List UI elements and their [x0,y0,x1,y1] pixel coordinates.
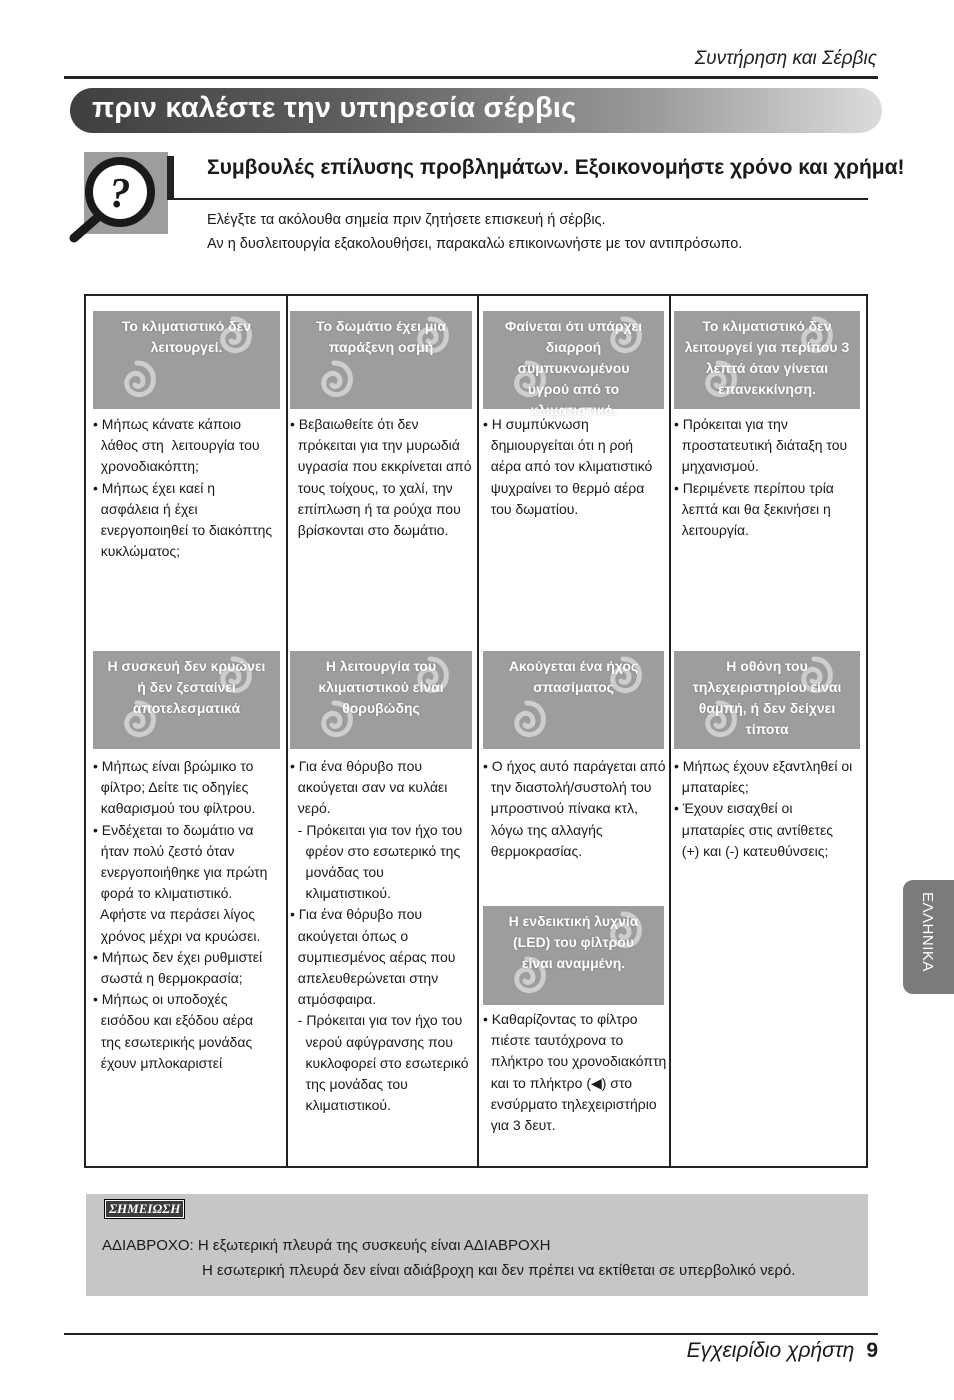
cell-body-line: νερού αφύγρανσης που [290,1033,453,1050]
cell-heading [290,311,472,409]
cell-body-line: σωστά η θερμοκρασία; [93,970,243,987]
cell-heading [290,651,472,749]
cell-body-line: • Ο ήχος αυτό παράγεται από [483,758,666,774]
cell-heading-line: είναι αναμμένη. [521,955,626,971]
cell-body-line: ακούγεται σαν να κυλάει [290,779,448,796]
cell-body-line: την διαστολή/συστολή του [483,779,652,796]
cell-body-line: πλήκτρο του χρονοδιακόπτη [483,1053,667,1070]
cell-heading-line: σπασίματος [533,679,614,695]
cell-body-line: ατμόσφαιρα. [290,991,377,1008]
cell-body-line: ήταν πολύ ζεστό όταν [93,842,235,859]
cell-body [483,1009,666,1136]
cell-body-line: επίπλωση ή τα ρούχα που [290,500,461,517]
cell-body-line: κυκλώματος; [93,543,181,560]
trouble-cell [290,311,472,539]
cell-body [290,414,472,541]
cell-body-line: θερμοκρασίας. [483,842,583,859]
cell-body-line: • Μήπως οι υποδοχές [93,991,228,1008]
cell-body-line: • Ενδέχεται το δωμάτιο να [93,821,254,838]
bottom-rule [64,1333,878,1335]
cell-body-line: καθαρισμού του φίλτρου. [93,800,256,817]
cell-body-line: • Μήπως δεν έχει ρυθμιστεί [93,948,263,965]
cell-body-line: μπαταρίες στις αντίθετες [674,821,833,838]
cell-heading-line: Το κλιματιστικό δεν [702,318,832,334]
page-title-bar [70,88,882,133]
cell-body-line: υγρασία που εκκρίνεται από [290,458,472,475]
cell-body-line: ακούγεται όπως ο [290,927,409,944]
cell-heading-line: ή δεν ζεσταίνει [137,679,236,695]
cell-heading-line: τηλεχειριστηρίου είναι [692,679,842,695]
cell-body-line: λεπτά και θα ξεκινήσει η [674,500,831,517]
cell-heading-line: λεπτά όταν γίνεται [705,360,829,376]
cell-body-line: • Περιμένετε περίπου τρία [674,479,834,496]
cell-heading-line: Η λειτουργία του [325,658,437,674]
column-divider [669,296,671,1166]
cell-body-line: της μονάδας του [290,1076,408,1093]
cell-heading [93,651,280,749]
cell-heading [483,651,664,749]
cell-heading-line: Το δωμάτιο έχει μια [316,318,446,334]
cell-heading-line: παράξενη οσμή [328,339,434,355]
cell-heading-line: λειτουργεί. [150,339,223,355]
note-badge: ΣΗΜΕΙΩΣΗ [104,1199,185,1219]
column-divider [286,296,288,1166]
cell-body-line: κλιματιστικού. [290,885,391,902]
cell-heading-line: αποτελεσματικά [132,700,241,716]
footer-label: Εγχειρίδιο χρήστη [686,1339,855,1362]
language-label: ΕΛΛΗΝΙΚΑ [919,892,936,972]
cell-heading-line: Το κλιματιστικό δεν [121,318,252,334]
cell-body-line: ασφάλεια ή έχει [93,500,198,517]
cell-heading-line: θορυβώδης [342,700,420,716]
cell-body [674,756,852,862]
tips-line: Ελέγξτε τα ακόλουθα σημεία πριν ζητήσετε επισκευή ή σέρβις. [207,212,606,228]
cell-body-line: λόγω της αλλαγής [483,821,603,838]
trouble-cell [483,651,666,859]
cell-body-line: - Πρόκειται για τον ήχο του [290,1012,463,1029]
cell-body-line: φίλτρο; Δείτε τις οδηγίες [93,779,249,796]
cell-heading [674,651,860,749]
cell-heading [483,906,664,1005]
cell-body [483,756,666,862]
cell-body-line: αέρα από τον κλιματιστικό [483,458,653,475]
cell-body-line: • Βεβαιωθείτε ότι δεν [290,416,419,432]
cell-body-line: λειτουργία. [674,522,749,539]
cell-body [93,414,272,562]
trouble-cell [674,651,860,859]
cell-body-line: μπαταρίες; [674,779,749,796]
cell-body-line: προστατευτική διάταξη του [674,437,848,454]
note-line: ΑΔΙΑΒΡΟΧΟ: Η εξωτερική πλευρά της συσκευής είναι ΑΔΙΑΒΡΟΧΗ [102,1237,551,1254]
cell-body [93,756,267,1074]
cell-heading-line: θαμπή, ή δεν δείχνει [698,700,836,716]
cell-body-line: λάθος στη λειτουργία του [93,437,260,454]
tip-accent-bar [167,156,174,200]
cell-body-line: • Για ένα θόρυβο που [290,758,423,774]
cell-body-line: • Πρόκειται για την [674,416,788,432]
cell-body-line: ενεργοποιήθηκε για πρώτη [93,864,268,881]
cell-body-line: ενεργοποιηθεί το διακόπτης [93,522,273,539]
note-box [86,1194,868,1296]
svg-text:?: ? [109,171,131,217]
cell-body-line: και το πλήκτρο (◀) στο [483,1074,633,1091]
cell-heading-line: Φαίνεται ότι υπάρχει [504,318,643,334]
cell-body-line: φορά το κλιματιστικό. [93,885,233,902]
tips-rule [167,198,868,200]
cell-body [483,414,652,520]
cell-body-line: απελευθερώνεται στην [290,970,439,987]
cell-heading-line: υγρού από το [527,381,620,397]
cell-heading-line: Η ενδεικτική λυχνία [508,913,639,929]
footer [687,1339,878,1363]
cell-heading [674,311,860,409]
cell-heading-line: Η οθόνη του [726,658,808,674]
cell-body-line: • Έχουν εισαχθεί οι [674,800,793,817]
cell-body-line: συμπιεσμένος αέρας που [290,948,456,965]
tips-line: Αν η δυσλειτουργία εξακολουθήσει, παρακαλώ επικοινωνήστε με τον αντιπρόσωπο. [207,236,743,252]
cell-body-line: μονάδας του [290,864,384,881]
trouble-cell [93,311,280,560]
trouble-cell [674,311,860,539]
note-line: Η εσωτερική πλευρά δεν είναι αδιάβροχη και δεν πρέπει να εκτίθεται σε υπερβολικό νερό. [202,1262,796,1279]
cell-body-line: τους τοίχους, το χαλί, την [290,479,453,496]
cell-body-line: φρέον στο εσωτερικό της [290,842,461,859]
tips-description [207,208,742,256]
cell-body-line: ψυχραίνει το θερμό αέρα [483,479,645,496]
cell-body-line: εισόδου και εξόδου αέρα [93,1012,254,1029]
cell-heading-line: λειτουργεί για περίπου 3 [684,339,850,355]
cell-heading-line: επανεκκίνηση. [718,381,816,397]
top-rule [64,76,878,79]
cell-body-line: • Η συμπύκνωση [483,416,589,432]
cell-body-line: (+) και (-) κατευθύνσεις; [674,842,829,859]
cell-body-line: δημιουργείται ότι η ροή [483,437,634,454]
cell-body-line: κυκλοφορεί στο εσωτερικό [290,1054,469,1071]
cell-body-line: κλιματιστικού. [290,1097,391,1114]
cell-body-line: βρίσκονται στο δωμάτιο. [290,522,449,539]
swirl-watermark-icon [505,699,549,749]
section-title: Συντήρηση και Σέρβις [694,48,877,69]
cell-body-line: - Πρόκειται για τον ήχο του [290,821,463,838]
cell-body-line: • Καθαρίζοντας το φίλτρο [483,1011,638,1027]
trouble-cell [483,311,664,517]
cell-body-line: • Μήπως έχει καεί η [93,479,216,496]
cell-body-line: • Για ένα θόρυβο που [290,906,423,923]
cell-body-line: χρόνος μέχρι να κρυώσει. [93,927,261,944]
cell-heading-line: τίποτα [745,721,789,737]
cell-body-line: για 3 δευτ. [483,1117,556,1134]
cell-body-line: • Μήπως είναι βρώμικο το [93,758,254,774]
cell-heading [483,311,664,418]
cell-body-line: μηχανισμού. [674,458,759,475]
cell-body-line: νερό. [290,800,331,817]
magnifier-question-icon [68,152,168,244]
cell-body-line: • Μήπως έχουν εξαντληθεί οι [674,758,853,774]
cell-heading-line: κλιματιστικό. [530,402,617,418]
cell-heading-line: διαρροή συμπυκνωμένου [517,339,630,376]
cell-heading-line: Η συσκευή δεν κρυώνει [107,658,266,674]
cell-body [290,756,469,1116]
cell-body-line: ενσύρματο τηλεχειριστήριο [483,1095,657,1112]
tips-heading: Συμβουλές επίλυσης προβλημάτων. Εξοικονομήστε χρόνο και χρήμα! [207,156,905,179]
page-title: πριν καλέστε την υπηρεσία σέρβις [92,92,577,124]
trouble-cell [290,651,472,1114]
language-tab [903,880,954,994]
column-divider [477,296,479,1166]
page-number: 9 [866,1339,878,1362]
swirl-watermark-icon [312,359,356,409]
swirl-watermark-icon [115,359,159,409]
trouble-cell [93,651,280,1071]
cell-heading [93,311,280,409]
cell-body-line: Αφήστε να περάσει λίγος [93,906,255,923]
cell-heading-line: (LED) του φίλτρου [513,934,634,950]
cell-heading-line: κλιματιστικού είναι [318,679,444,695]
cell-body-line: του δωματίου. [483,500,579,517]
trouble-cell [483,906,667,1134]
cell-body-line: έχουν μπλοκαριστεί [93,1054,223,1071]
cell-heading-line: Ακούγεται ένα ήχος [508,658,639,674]
cell-body-line: χρονοδιακόπτη; [93,458,199,475]
cell-body [674,414,847,541]
cell-body-line: της εσωτερικής μονάδας [93,1033,253,1050]
cell-body-line: • Μήπως κάνατε κάποιο [93,416,242,432]
cell-body-line: πρόκειται για την μυρωδιά [290,437,460,454]
cell-body-line: πιέστε ταυτόχρονα το [483,1032,624,1049]
cell-body-line: μπροστινού πίνακα κτλ, [483,800,638,817]
